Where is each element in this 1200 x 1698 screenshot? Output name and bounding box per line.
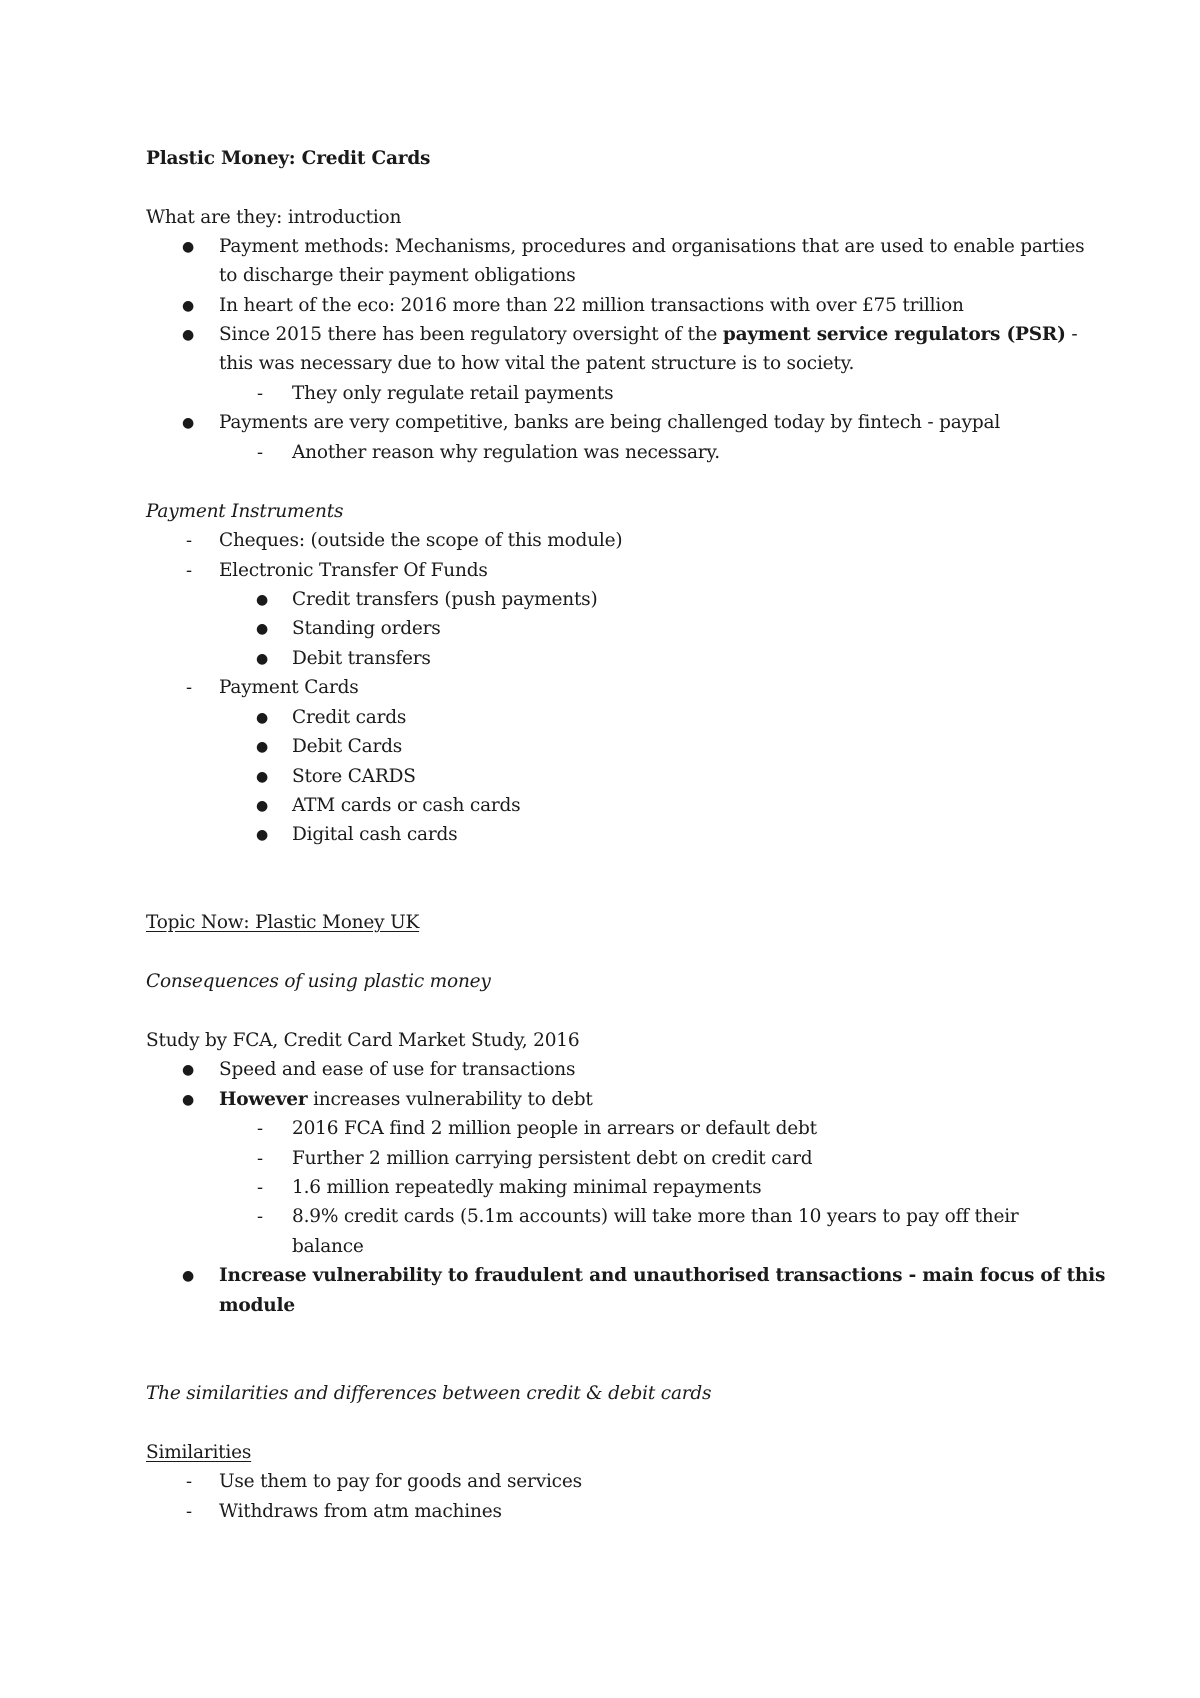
similarities-differences-heading: The similarities and differences between credit & debit cards bbox=[146, 1383, 712, 1404]
fraud-bullet-line-1: Increase vulnerability to fraudulent and unauthorised transactions - main focus of this bbox=[219, 1265, 1106, 1286]
intro-bullet-1-line-2: to discharge their payment obligations bbox=[219, 265, 576, 286]
card-subitem: Digital cash cards bbox=[292, 824, 458, 845]
debt-subitem: 8.9% credit cards (5.1m accounts) will take more than 10 years to pay off their bbox=[292, 1206, 1019, 1227]
fca-study-line: Study by FCA, Credit Card Market Study, 2016 bbox=[146, 1030, 580, 1051]
psr-bold-term: payment service regulators (PSR) bbox=[722, 324, 1066, 345]
eft-item: Electronic Transfer Of Funds bbox=[219, 560, 488, 581]
intro-heading: What are they: introduction bbox=[146, 207, 402, 228]
intro-bullet-3-text: Since 2015 there has been regulatory oversight of the bbox=[219, 324, 723, 345]
debt-subitem: Further 2 million carrying persistent debt on credit card bbox=[292, 1148, 813, 1169]
intro-bullet-3-line-1 bbox=[219, 323, 1077, 347]
bullet-marker: ● bbox=[182, 239, 195, 255]
bullet-marker: ● bbox=[256, 621, 269, 637]
card-subitem: ATM cards or cash cards bbox=[292, 795, 521, 816]
cheques-item: Cheques: (outside the scope of this module) bbox=[219, 530, 623, 551]
however-text: increases vulnerability to debt bbox=[307, 1089, 593, 1110]
card-subitem: Debit Cards bbox=[292, 736, 403, 757]
fraud-bullet-line-2: module bbox=[219, 1295, 295, 1316]
debt-subitem: 2016 FCA find 2 million people in arrears or default debt bbox=[292, 1118, 817, 1139]
intro-bullet-4: Payments are very competitive, banks are being challenged today by fintech - paypal bbox=[219, 412, 1001, 433]
consequences-heading: Consequences of using plastic money bbox=[146, 971, 491, 992]
instruments-heading: Payment Instruments bbox=[146, 501, 344, 522]
however-bold-term: However bbox=[219, 1089, 308, 1110]
eft-subitem: Credit transfers (push payments) bbox=[292, 589, 598, 610]
dash-marker: - bbox=[257, 383, 264, 404]
document-title: Plastic Money: Credit Cards bbox=[146, 148, 431, 169]
dash-marker: - bbox=[186, 677, 193, 698]
intro-bullet-3-sub: They only regulate retail payments bbox=[292, 383, 614, 404]
intro-bullet-4-sub: Another reason why regulation was necessary. bbox=[292, 442, 720, 463]
dash-marker: - bbox=[257, 1206, 264, 1227]
card-subitem: Store CARDS bbox=[292, 766, 416, 787]
dash-marker: - bbox=[186, 560, 193, 581]
topic-heading: Topic Now: Plastic Money UK bbox=[146, 912, 420, 933]
dash-marker: - bbox=[257, 442, 264, 463]
bullet-marker: ● bbox=[256, 769, 269, 785]
intro-bullet-3-line-2: this was necessary due to how vital the patent structure is to society. bbox=[219, 353, 855, 374]
dash-marker: - bbox=[186, 1471, 193, 1492]
eft-subitem: Standing orders bbox=[292, 618, 441, 639]
bullet-marker: ● bbox=[182, 415, 195, 431]
eft-subitem: Debit transfers bbox=[292, 648, 431, 669]
bullet-marker: ● bbox=[182, 327, 195, 343]
speed-bullet: Speed and ease of use for transactions bbox=[219, 1059, 576, 1080]
however-bullet bbox=[219, 1088, 593, 1112]
bullet-marker: ● bbox=[256, 827, 269, 843]
dash-marker: - bbox=[257, 1118, 264, 1139]
payment-cards-item: Payment Cards bbox=[219, 677, 359, 698]
bullet-marker: ● bbox=[182, 1092, 195, 1108]
dash-marker: - bbox=[186, 1501, 193, 1522]
bullet-marker: ● bbox=[256, 592, 269, 608]
bullet-marker: ● bbox=[256, 651, 269, 667]
debt-subitem-continuation: balance bbox=[292, 1236, 364, 1257]
bullet-marker: ● bbox=[256, 710, 269, 726]
similarity-item: Use them to pay for goods and services bbox=[219, 1471, 582, 1492]
intro-bullet-2: In heart of the eco: 2016 more than 22 million transactions with over £75 trillion bbox=[219, 295, 964, 316]
bullet-marker: ● bbox=[256, 739, 269, 755]
bullet-marker: ● bbox=[182, 1268, 195, 1284]
intro-bullet-3-dash: - bbox=[1065, 324, 1078, 345]
similarity-item: Withdraws from atm machines bbox=[219, 1501, 502, 1522]
intro-bullet-1-line-1: Payment methods: Mechanisms, procedures and organisations that are used to enable parties bbox=[219, 236, 1085, 257]
dash-marker: - bbox=[257, 1177, 264, 1198]
debt-subitem: 1.6 million repeatedly making minimal repayments bbox=[292, 1177, 762, 1198]
bullet-marker: ● bbox=[182, 298, 195, 314]
dash-marker: - bbox=[257, 1148, 264, 1169]
card-subitem: Credit cards bbox=[292, 707, 407, 728]
similarities-subheading: Similarities bbox=[146, 1442, 252, 1463]
bullet-marker: ● bbox=[256, 798, 269, 814]
dash-marker: - bbox=[186, 530, 193, 551]
bullet-marker: ● bbox=[182, 1062, 195, 1078]
